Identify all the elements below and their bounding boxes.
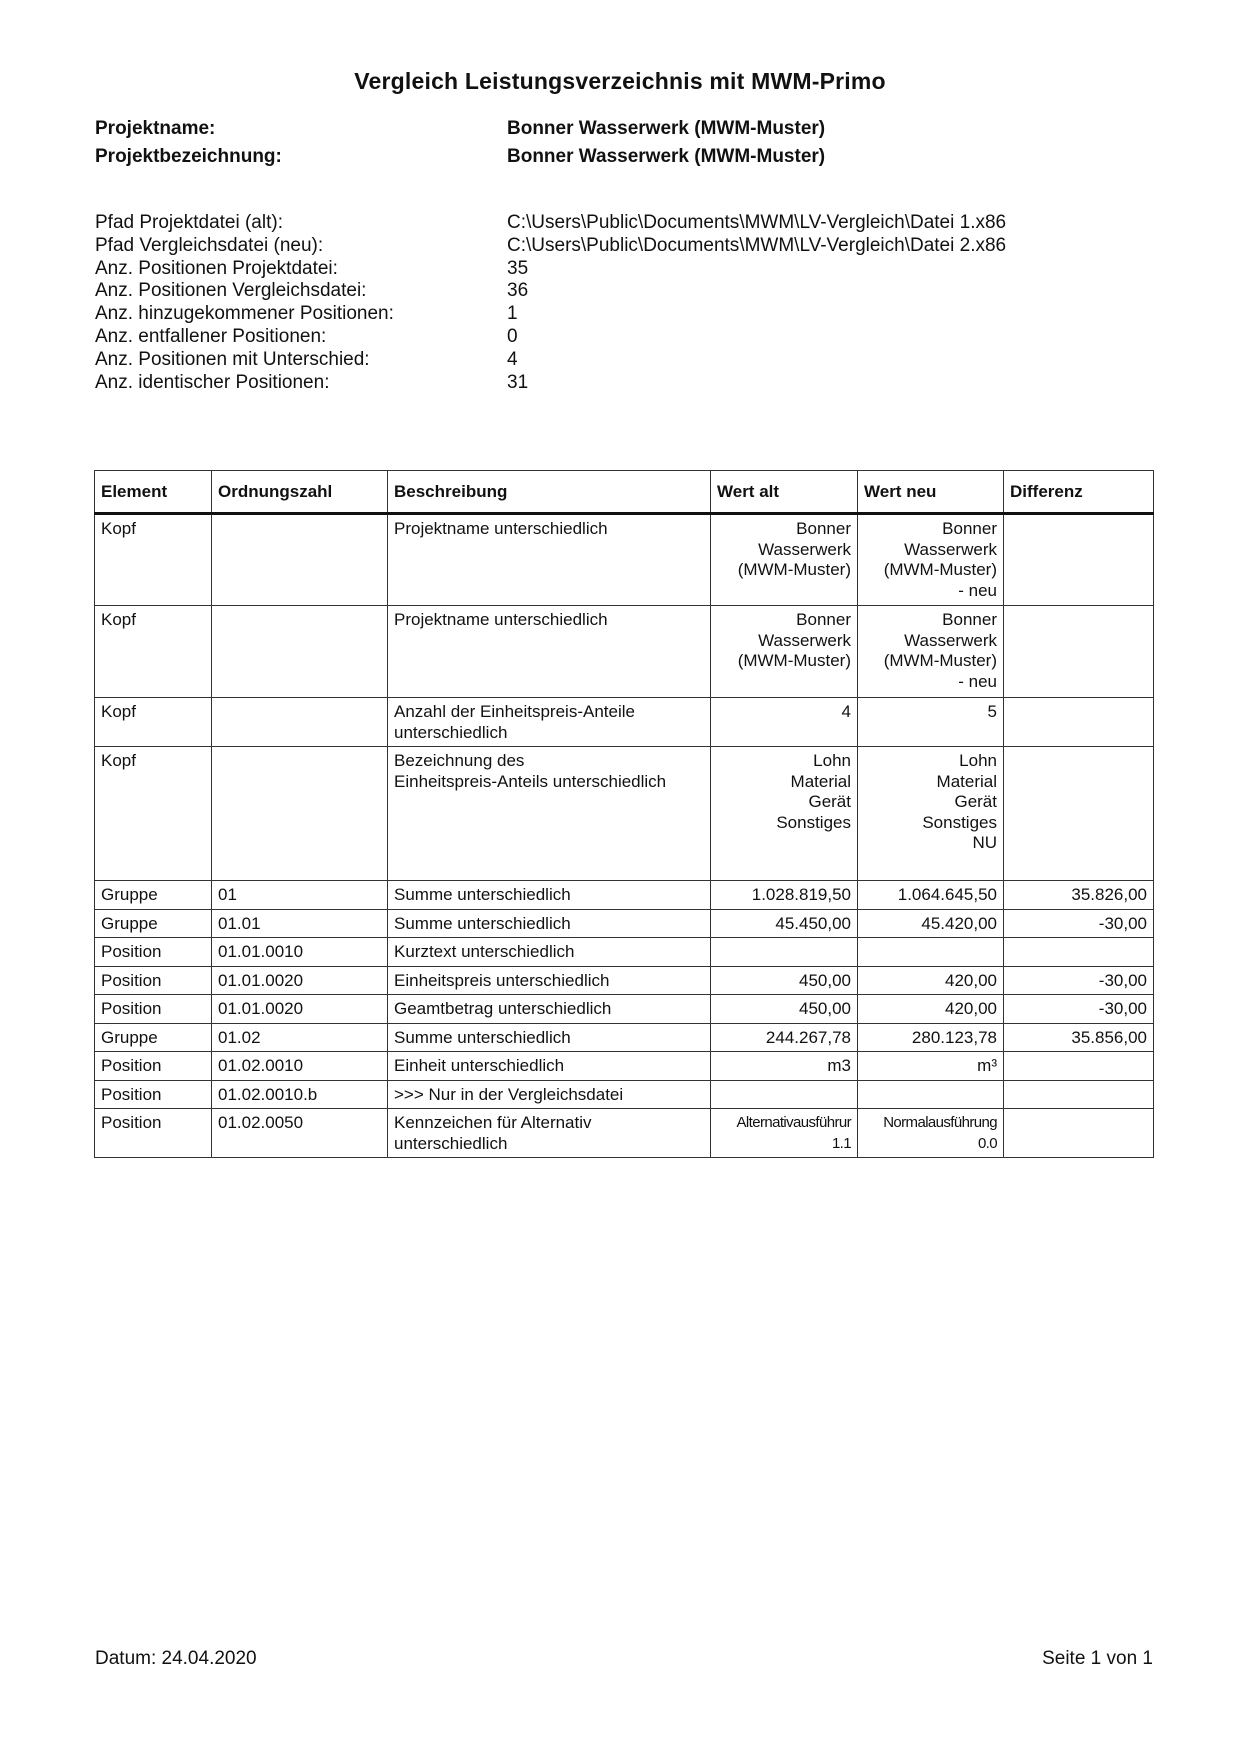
info-value: C:\Users\Public\Documents\MWM\LV-Vergleich\Datei 1.x86 [507, 212, 1007, 233]
cell-ordnungszahl: 01.01.0010 [212, 938, 388, 967]
cell-wert-neu [858, 1080, 1004, 1109]
table-row [95, 698, 1154, 747]
table-row [95, 909, 1154, 938]
cell-wert-neu: 420,00 [858, 995, 1004, 1024]
cell-element: Position [95, 1080, 212, 1109]
cell-differenz: 35.826,00 [1004, 881, 1154, 910]
cell-element: Position [95, 1052, 212, 1081]
cell-differenz: -30,00 [1004, 966, 1154, 995]
info-label: Anz. Positionen Vergleichsdatei: [95, 280, 367, 302]
cell-beschreibung: Projektname unterschiedlich [388, 514, 711, 606]
info-label: Anz. Positionen mit Unterschied: [95, 348, 370, 370]
table-row [95, 881, 1154, 910]
project-name-value: Bonner Wasserwerk (MWM-Muster) [507, 118, 826, 139]
cell-wert-alt: Bonner Wasserwerk (MWM-Muster) [711, 514, 858, 606]
cell-ordnungszahl [212, 698, 388, 747]
column-header-wert-alt: Wert alt [711, 471, 858, 514]
cell-beschreibung: Summe unterschiedlich [388, 881, 711, 910]
cell-differenz [1004, 606, 1154, 698]
cell-wert-neu: Bonner Wasserwerk (MWM-Muster) - neu [858, 514, 1004, 606]
cell-wert-alt: 450,00 [711, 966, 858, 995]
cell-element: Position [95, 966, 212, 995]
table-row [95, 1109, 1154, 1158]
cell-ordnungszahl: 01.01.0020 [212, 966, 388, 995]
cell-element: Gruppe [95, 909, 212, 938]
cell-beschreibung: Anzahl der Einheitspreis-Anteile unterschiedlich [388, 698, 711, 747]
cell-differenz: -30,00 [1004, 909, 1154, 938]
cell-wert-alt [711, 938, 858, 967]
cell-element: Gruppe [95, 1023, 212, 1052]
column-header-differenz: Differenz [1004, 471, 1154, 514]
cell-differenz [1004, 1052, 1154, 1081]
cell-wert-alt [711, 1080, 858, 1109]
cell-differenz [1004, 938, 1154, 967]
cell-wert-neu: 5 [858, 698, 1004, 747]
cell-element: Kopf [95, 606, 212, 698]
info-label: Pfad Projektdatei (alt): [95, 212, 283, 233]
cell-differenz [1004, 747, 1154, 881]
cell-beschreibung: Bezeichnung des Einheitspreis-Anteils unterschiedlich [388, 747, 711, 881]
info-value: 35 [507, 257, 529, 279]
cell-differenz [1004, 698, 1154, 747]
table-row [95, 1080, 1154, 1109]
cell-wert-neu: Normalausführung 0.0 [858, 1109, 1004, 1158]
cell-differenz [1004, 1080, 1154, 1109]
table-row [95, 1023, 1154, 1052]
footer-date: Datum: 24.04.2020 [95, 1648, 257, 1669]
column-header-ordnungszahl: Ordnungszahl [212, 471, 388, 514]
info-label: Anz. hinzugekommener Positionen: [95, 303, 394, 325]
cell-ordnungszahl: 01.02.0010 [212, 1052, 388, 1081]
cell-wert-neu: 1.064.645,50 [858, 881, 1004, 910]
column-header-beschreibung: Beschreibung [388, 471, 711, 514]
project-description-value: Bonner Wasserwerk (MWM-Muster) [507, 146, 826, 167]
cell-beschreibung: Geamtbetrag unterschiedlich [388, 995, 711, 1024]
cell-ordnungszahl: 01.02.0050 [212, 1109, 388, 1158]
page-title: Vergleich Leistungsverzeichnis mit MWM-Primo [354, 68, 886, 94]
info-value: 4 [507, 348, 518, 370]
cell-wert-neu: 45.420,00 [858, 909, 1004, 938]
cell-beschreibung: Kurztext unterschiedlich [388, 938, 711, 967]
comparison-table [94, 470, 1154, 1158]
cell-wert-neu: Lohn Material Gerät Sonstiges NU [858, 747, 1004, 881]
table-row [95, 966, 1154, 995]
cell-wert-neu: 280.123,78 [858, 1023, 1004, 1052]
table-row [95, 514, 1154, 606]
cell-ordnungszahl [212, 514, 388, 606]
table-row [95, 938, 1154, 967]
column-header-element: Element [95, 471, 212, 514]
info-value: 0 [507, 325, 518, 347]
info-value: C:\Users\Public\Documents\MWM\LV-Vergleich\Datei 2.x86 [507, 234, 1007, 256]
cell-wert-alt: 45.450,00 [711, 909, 858, 938]
cell-differenz: -30,00 [1004, 995, 1154, 1024]
cell-differenz [1004, 1109, 1154, 1158]
cell-beschreibung: Einheitspreis unterschiedlich [388, 966, 711, 995]
cell-beschreibung: Summe unterschiedlich [388, 909, 711, 938]
cell-ordnungszahl: 01.01 [212, 909, 388, 938]
project-name-label: Projektname: [95, 118, 216, 139]
cell-beschreibung: Einheit unterschiedlich [388, 1052, 711, 1081]
column-header-wert-neu: Wert neu [858, 471, 1004, 514]
info-label: Pfad Vergleichsdatei (neu): [95, 234, 324, 256]
cell-wert-neu [858, 938, 1004, 967]
cell-element: Position [95, 1109, 212, 1158]
table-header-row [95, 471, 1154, 514]
cell-ordnungszahl: 01.02.0010.b [212, 1080, 388, 1109]
cell-wert-alt: Bonner Wasserwerk (MWM-Muster) [711, 606, 858, 698]
cell-ordnungszahl: 01 [212, 881, 388, 910]
table-row [95, 747, 1154, 881]
project-description-label: Projektbezeichnung: [95, 146, 282, 167]
cell-wert-alt: m3 [711, 1052, 858, 1081]
cell-wert-alt: 244.267,78 [711, 1023, 858, 1052]
cell-element: Position [95, 938, 212, 967]
cell-differenz [1004, 514, 1154, 606]
info-label: Anz. Positionen Projektdatei: [95, 257, 338, 279]
table-row [95, 606, 1154, 698]
info-value: 31 [507, 371, 529, 393]
cell-wert-alt: Lohn Material Gerät Sonstiges [711, 747, 858, 881]
cell-ordnungszahl [212, 747, 388, 881]
cell-wert-neu: 420,00 [858, 966, 1004, 995]
cell-ordnungszahl: 01.02 [212, 1023, 388, 1052]
cell-beschreibung: Projektname unterschiedlich [388, 606, 711, 698]
cell-differenz: 35.856,00 [1004, 1023, 1154, 1052]
cell-ordnungszahl: 01.01.0020 [212, 995, 388, 1024]
info-value: 36 [507, 280, 529, 302]
cell-wert-alt: 450,00 [711, 995, 858, 1024]
cell-element: Kopf [95, 747, 212, 881]
table-row [95, 1052, 1154, 1081]
cell-element: Kopf [95, 514, 212, 606]
cell-wert-alt: 4 [711, 698, 858, 747]
cell-beschreibung: Summe unterschiedlich [388, 1023, 711, 1052]
cell-beschreibung: Kennzeichen für Alternativ unterschiedlich [388, 1109, 711, 1158]
cell-wert-alt: 1.028.819,50 [711, 881, 858, 910]
cell-wert-neu: m³ [858, 1052, 1004, 1081]
footer-page-number: Seite 1 von 1 [1042, 1648, 1153, 1669]
cell-ordnungszahl [212, 606, 388, 698]
cell-element: Gruppe [95, 881, 212, 910]
info-value: 1 [507, 303, 518, 325]
cell-wert-alt: Alternativausführur 1.1 [711, 1109, 858, 1158]
cell-beschreibung: >>> Nur in der Vergleichsdatei [388, 1080, 711, 1109]
info-label: Anz. identischer Positionen: [95, 371, 330, 393]
info-label: Anz. entfallener Positionen: [95, 325, 327, 347]
cell-wert-neu: Bonner Wasserwerk (MWM-Muster) - neu [858, 606, 1004, 698]
cell-element: Kopf [95, 698, 212, 747]
cell-element: Position [95, 995, 212, 1024]
table-row [95, 995, 1154, 1024]
